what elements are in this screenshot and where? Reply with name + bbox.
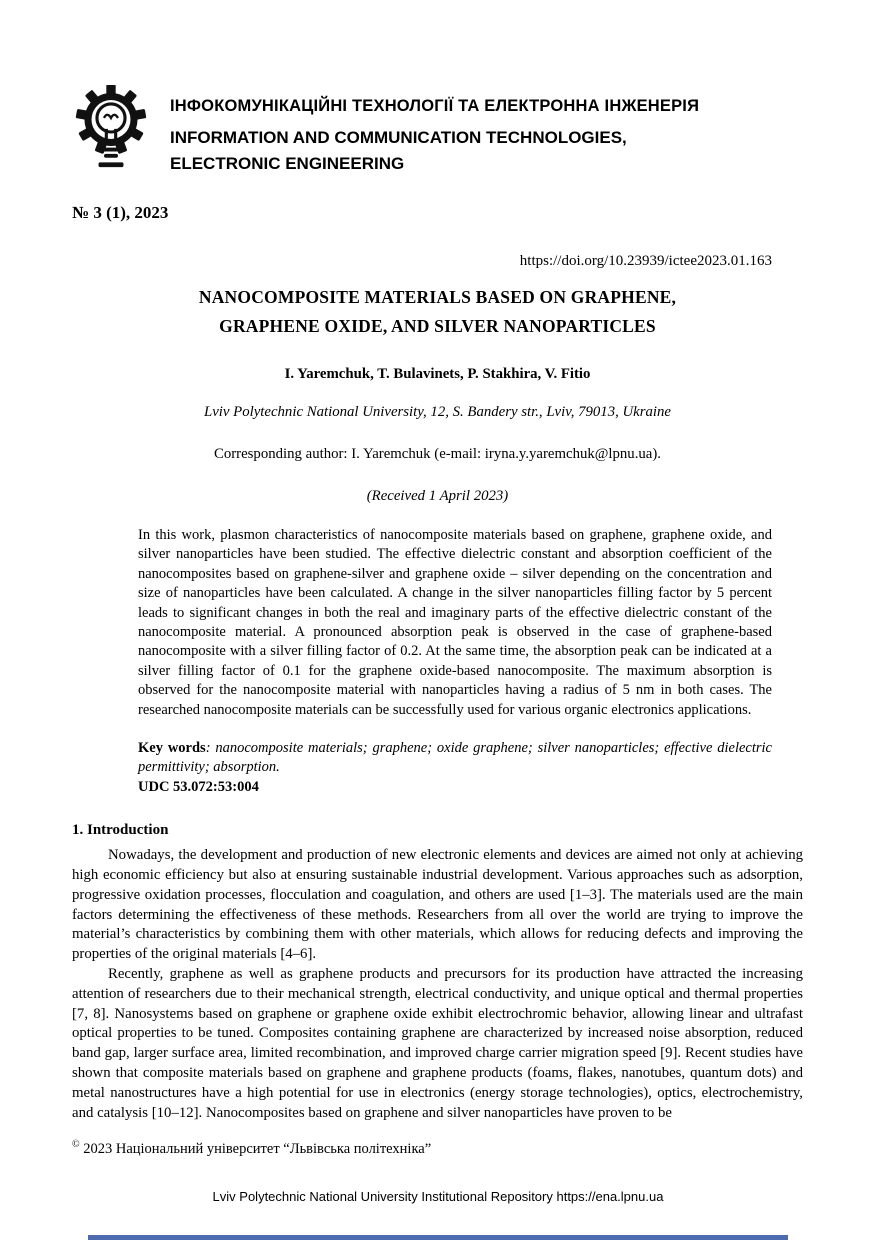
section-heading-introduction: 1. Introduction (72, 822, 169, 839)
journal-titles (170, 85, 699, 177)
article-title (72, 283, 803, 341)
received-date-line: (Received 1 April 2023) (366, 488, 509, 504)
keywords-label: Key words (138, 740, 206, 757)
article-title-line1: NANOCOMPOSITE MATERIALS BASED ON GRAPHENE, (198, 287, 677, 307)
corresponding-author-line: Corresponding author: I. Yaremchuk (e-mail: iryna.y.yaremchuk@lpnu.ua). (213, 446, 661, 462)
repository-footer-line: Lviv Polytechnic National University Institutional Repository https://ena.lpnu.ua (212, 1189, 664, 1204)
abstract-text: In this work, plasmon characteristics of nanocomposite materials based on graphene, graphene oxide, and silver nanoparticles have been studied. The effective dielectric constant and absorption coefficient of the nanocomposites based on graphene-silver and graphene oxide – silver depending on the concentration and size of nanoparticles have been calculated. A change in the silver nanoparticles filling factor by 5 percent leads to significant changes in both the real and imaginary parts of the effective dielectric constant of the nanocomposite material. A pronounced absorption peak is observed in the case of graphene-based nanocomposite with a silver filling factor of 0.2. At the same time, the absorption peak can be indicated at a silver filling factor of 0.1 for the graphene oxide-based nanocomposite. The maximum absorption is observed for the nanocomposite material with nanoparticles having a radius of 5 nm in both cases. The researched nanocomposite materials can be successfully used for various organic electronics applications. (138, 527, 772, 718)
keywords-line (138, 739, 772, 778)
doi-link: https://doi.org/10.23939/ictee2023.01.163 (519, 253, 772, 269)
introduction-paragraph-1: Nowadays, the development and production of new electronic elements and devices are aimed not only at achieving high economic efficiency but also at ensuring sustainable industrial development. Various approaches such as adsorption, progressive oxidation processes, flocculation and coagulation, and others are used [1–3]. The materials used are the main factors determining the effectiveness of these methods. Researchers from all over the world are trying to improve the material’s characteristics by combining them with other materials, which allows for reducing defects and improving the properties of the original materials [4–6]. (72, 847, 803, 963)
gear-lightbulb-icon (72, 85, 150, 179)
copyright-text: 2023 Національний університет “Львівська політехніка” (79, 1141, 432, 1158)
journal-title-english-line2: ELECTRONIC ENGINEERING (170, 154, 405, 173)
udc-code: UDC 53.072:53:004 (138, 778, 259, 795)
affiliation-line: Lviv Polytechnic National University, 12, S. Bandery str., Lviv, 79013, Ukraine (204, 404, 671, 420)
issue-number: № 3 (1), 2023 (72, 203, 169, 222)
bottom-accent-bar (88, 1235, 788, 1240)
authors-line: I. Yaremchuk, T. Bulavinets, P. Stakhira, V. Fitio (284, 366, 591, 382)
introduction-paragraph-2: Recently, graphene as well as graphene products and precursors for its production have attracted the increasing attention of researchers due to their mechanical strength, electrical conductivity, and unique optical and thermal properties [7, 8]. Nanosystems based on graphene or graphene oxide exhibit electrochromic behavior, allowing linear and ultrafast optical properties to be tuned. Composites containing graphene are characterized by increased noise absorption, reduced band gap, larger surface area, limited recombination, and improved charge carrier migration speed [9]. Recent studies have shown that composite materials based on graphene and graphene products (foams, flakes, nanotubes, quantum dots) and metal nanostructures have a high potential for use in electronics (energy storage technologies), optics, electrochemistry, and catalysis [10–12]. Nanocomposites based on graphene and silver nanoparticles have proven to be (72, 966, 803, 1121)
journal-title-english-line1: INFORMATION AND COMMUNICATION TECHNOLOGIES, (170, 128, 627, 147)
copyright-line (72, 1139, 803, 1158)
journal-masthead (72, 85, 803, 179)
article-title-line2: GRAPHENE OXIDE, AND SILVER NANOPARTICLES (219, 316, 656, 336)
keywords-text: : nanocomposite materials; graphene; oxide graphene; silver nanoparticles; effective dielectric permittivity; absorption. (138, 740, 772, 776)
copyright-symbol: © (72, 1139, 80, 1151)
journal-title-ukrainian: ІНФОКОМУНІКАЦІЙНІ ТЕХНОЛОГІЇ ТА ЕЛЕКТРОННА ІНЖЕНЕРІЯ (170, 97, 700, 115)
